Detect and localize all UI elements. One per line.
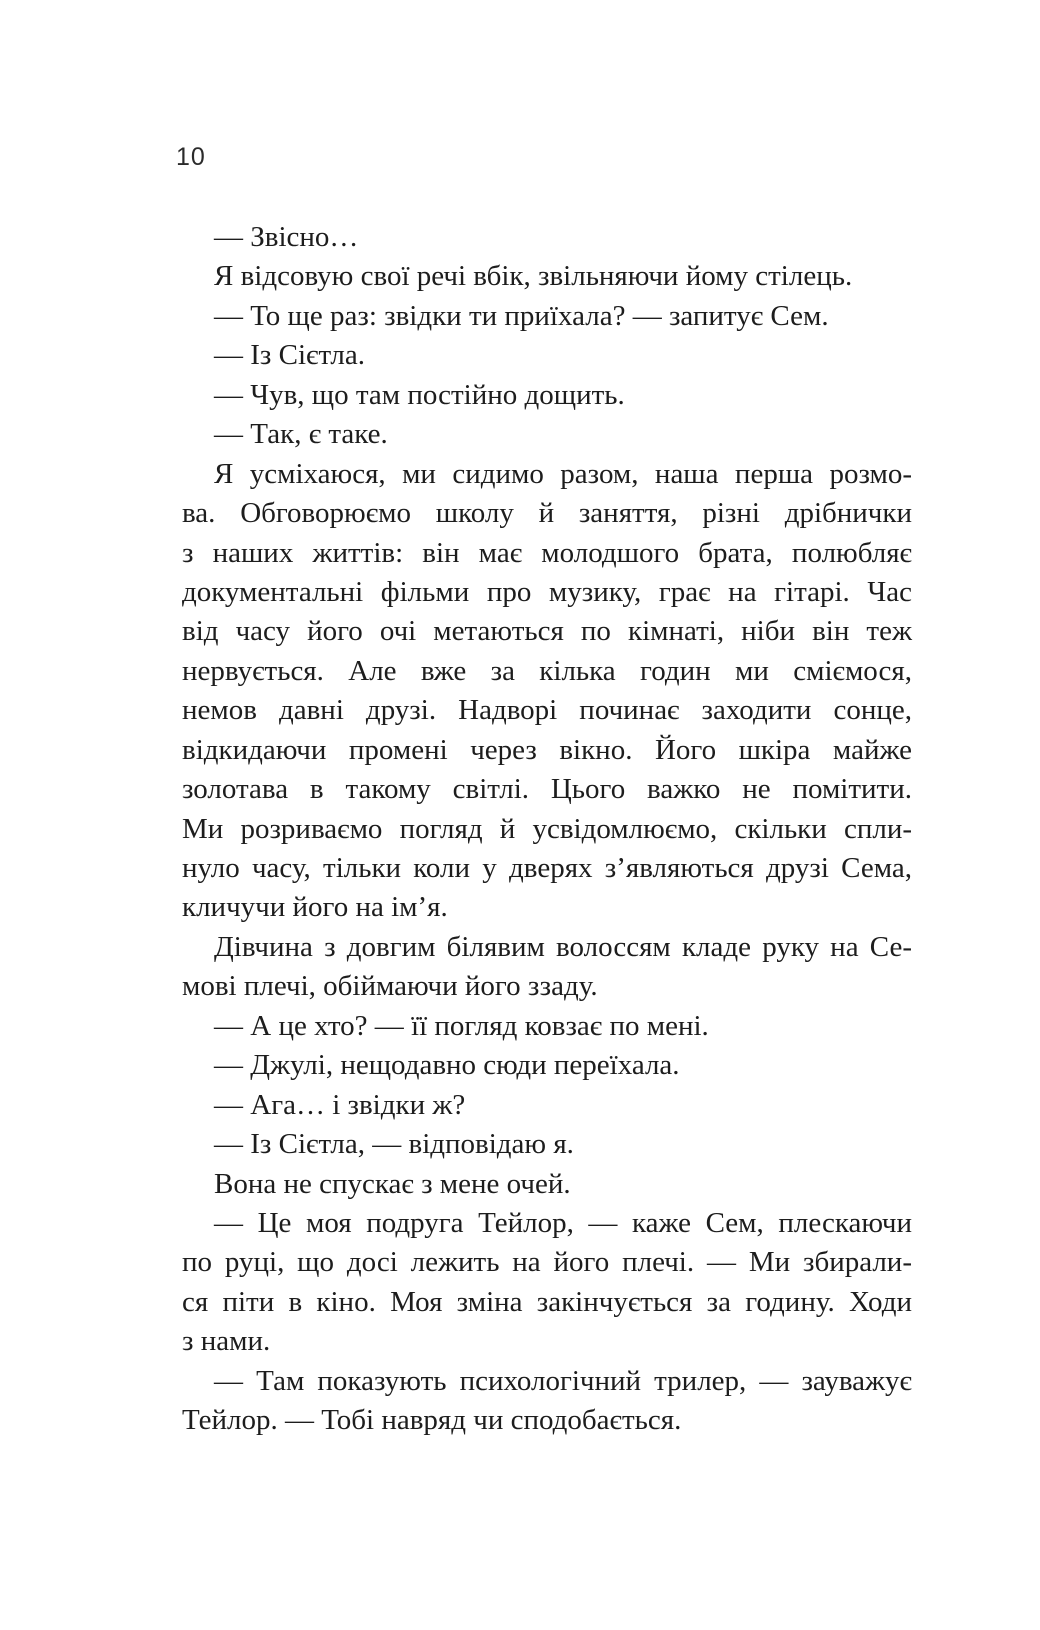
- text-line: Я відсовую свої речі вбік, звільняючи йому стілець.: [214, 260, 853, 293]
- text-line: — Чув, що там постійно дощить.: [214, 378, 625, 411]
- text-line: — Так, є таке.: [214, 418, 388, 451]
- text-block: [182, 218, 912, 1441]
- text-line: — Ага… і звідки ж?: [214, 1088, 466, 1121]
- text-line: — Звісно…: [214, 221, 359, 253]
- text-line: немов давні друзі. Надворі починає заходити сонце,: [182, 694, 912, 727]
- text-line: — Це моя подруга Тейлор, — каже Сем, плескаючи: [214, 1206, 912, 1239]
- text-line: з нами.: [182, 1325, 271, 1358]
- text-line: ва. Обговорюємо школу й заняття, різні дрібнички: [182, 497, 912, 530]
- text-line: Вона не спускає з мене очей.: [214, 1167, 571, 1200]
- text-line: кличучи його на ім’я.: [182, 891, 448, 924]
- text-line: — Із Сієтла, — відповідаю я.: [214, 1128, 574, 1161]
- text-line: — Там показують психологічний трилер, — зауважує: [214, 1364, 912, 1397]
- text-line: Я усміхаюся, ми сидимо разом, наша перша розмо-: [214, 457, 912, 490]
- text-line: золотава в такому світлі. Цього важко не помітити.: [182, 773, 912, 806]
- page-number: 10: [176, 143, 206, 171]
- text-line: ся піти в кіно. Моя зміна закінчується за годину. Ходи: [182, 1285, 912, 1318]
- text-line: Ми розриваємо погляд й усвідомлюємо, скільки спли-: [182, 812, 912, 845]
- text-line: Тейлор. — Тобі навряд чи сподобається.: [182, 1404, 682, 1437]
- text-line: документальні фільми про музику, грає на гітарі. Час: [182, 575, 912, 608]
- text-line: — Джулі, нещодавно сюди переїхала.: [214, 1049, 680, 1082]
- text-line: — Із Сієтла.: [214, 339, 366, 372]
- text-line: нуло часу, тільки коли у дверях з’являються друзі Сема,: [182, 852, 912, 884]
- text-line: Дівчина з довгим білявим волоссям кладе руку на Се-: [214, 930, 912, 963]
- text-line: — А це хто? — її погляд ковзає по мені.: [214, 1009, 709, 1042]
- text-line: відкидаючи промені через вікно. Його шкіра майже: [182, 733, 912, 766]
- text-line: від часу його очі метаються по кімнаті, ніби він теж: [182, 615, 912, 648]
- text-line: з наших життів: він має молодшого брата, полюбляє: [182, 536, 912, 569]
- text-line: по руці, що досі лежить на його плечі. — Ми збирали-: [182, 1246, 912, 1279]
- text-line: мові плечі, обіймаючи його ззаду.: [182, 970, 598, 1003]
- text-line: — То ще раз: звідки ти приїхала? — запитує Сем.: [214, 299, 829, 332]
- text-line: нервується. Але вже за кілька годин ми сміємося,: [182, 654, 912, 687]
